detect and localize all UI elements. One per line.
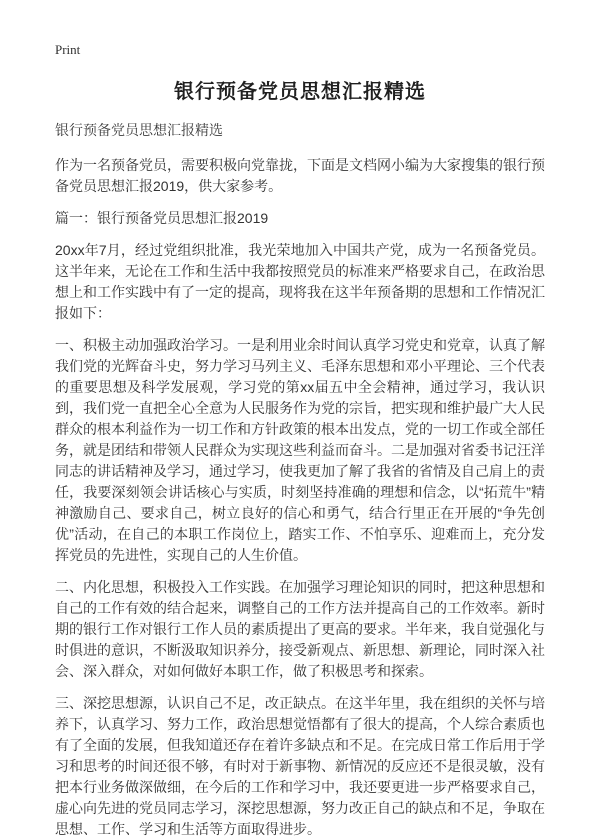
- section-heading-part-one: 篇一：银行预备党员思想汇报2019: [55, 210, 269, 226]
- paragraph-section-one: 一、积极主动加强政治学习。一是利用业余时间认真学习党史和党章，认真了解我们党的光辉奋斗史，努力学习马列主义、毛泽东思想和邓小平理论、三个代表的重要思想及科学发展观，学习党的第xx届五中全会精神，通过学习，我认识到，我们党一直把全心全意为人民服务作为党的宗旨，把实现和维护最广大人民群众的根本利益作为一切工作和方针政策的根本出发点，党的一切工作或全部任务，就是团结和带领人民群众为实现这些利益而奋斗。二是加强对省委书记汪洋同志的讲话精神及学习，通过学习，使我更加了解了我省的省情及自己肩上的责任，我要深刻领会讲话核心与实质，时刻坚持准确的理想和信念，以“拓荒牛”精神激励自己、要求自己，树立良好的信心和勇气，结合行里正在开展的“争先创优”活动，在自己的本职工作岗位上，踏实工作、不怕享乐、迎难而上，充分发挥党员的先进性，实现自己的人生价值。: [55, 337, 545, 563]
- paragraph-section-three: 三、深挖思想源，认识自己不足，改正缺点。在这半年里，我在组织的关怀与培养下，认真学习、努力工作，政治思想觉悟都有了很大的提高，个人综合素质也有了全面的发展，但我知道还存在着许多缺点和不足。在完成日常工作后用于学习和思考的时间还很不够，有时对于新事物、新情况的反应还不是很灵敏，没有把本行业务做深做细，在今后的工作和学习中，我还要更进一步严格要求自己，虚心向先进的党员同志学习，深挖思想源，努力改正自己的缺点和不足，争取在思想、工作、学习和生活等方面取得进步。: [55, 695, 545, 837]
- opening-paragraph: 20xx年7月，经过党组织批准，我光荣地加入中国共产党，成为一名预备党员。这半年来，无论在工作和生活中我都按照党员的标准来严格要求自己，在政治思想上和工作实践中有了一定的提高，现将我在这半年预备期的思想和工作情况汇报如下：: [55, 242, 545, 321]
- document-title: 银行预备党员思想汇报精选: [174, 81, 426, 103]
- document-subtitle: 银行预备党员思想汇报精选: [55, 122, 223, 138]
- intro-paragraph: 作为一名预备党员，需要积极向党靠拢，下面是文档网小编为大家搜集的银行预备党员思想汇报2019，供大家参考。: [55, 157, 545, 194]
- paragraph-section-two: 二、内化思想，积极投入工作实践。在加强学习理论知识的同时，把这种思想和自己的工作有效的结合起来，调整自己的工作方法并提高自己的工作效率。新时期的银行工作对银行工作人员的素质提出了更高的要求。半年来，我自觉强化与时俱进的意识，不断汲取知识养分，接受新观点、新思想、新理论，同时深入社会、深入群众，对如何做好本职工作，做了积极思考和探索。: [55, 579, 545, 679]
- print-button[interactable]: Print: [55, 42, 81, 57]
